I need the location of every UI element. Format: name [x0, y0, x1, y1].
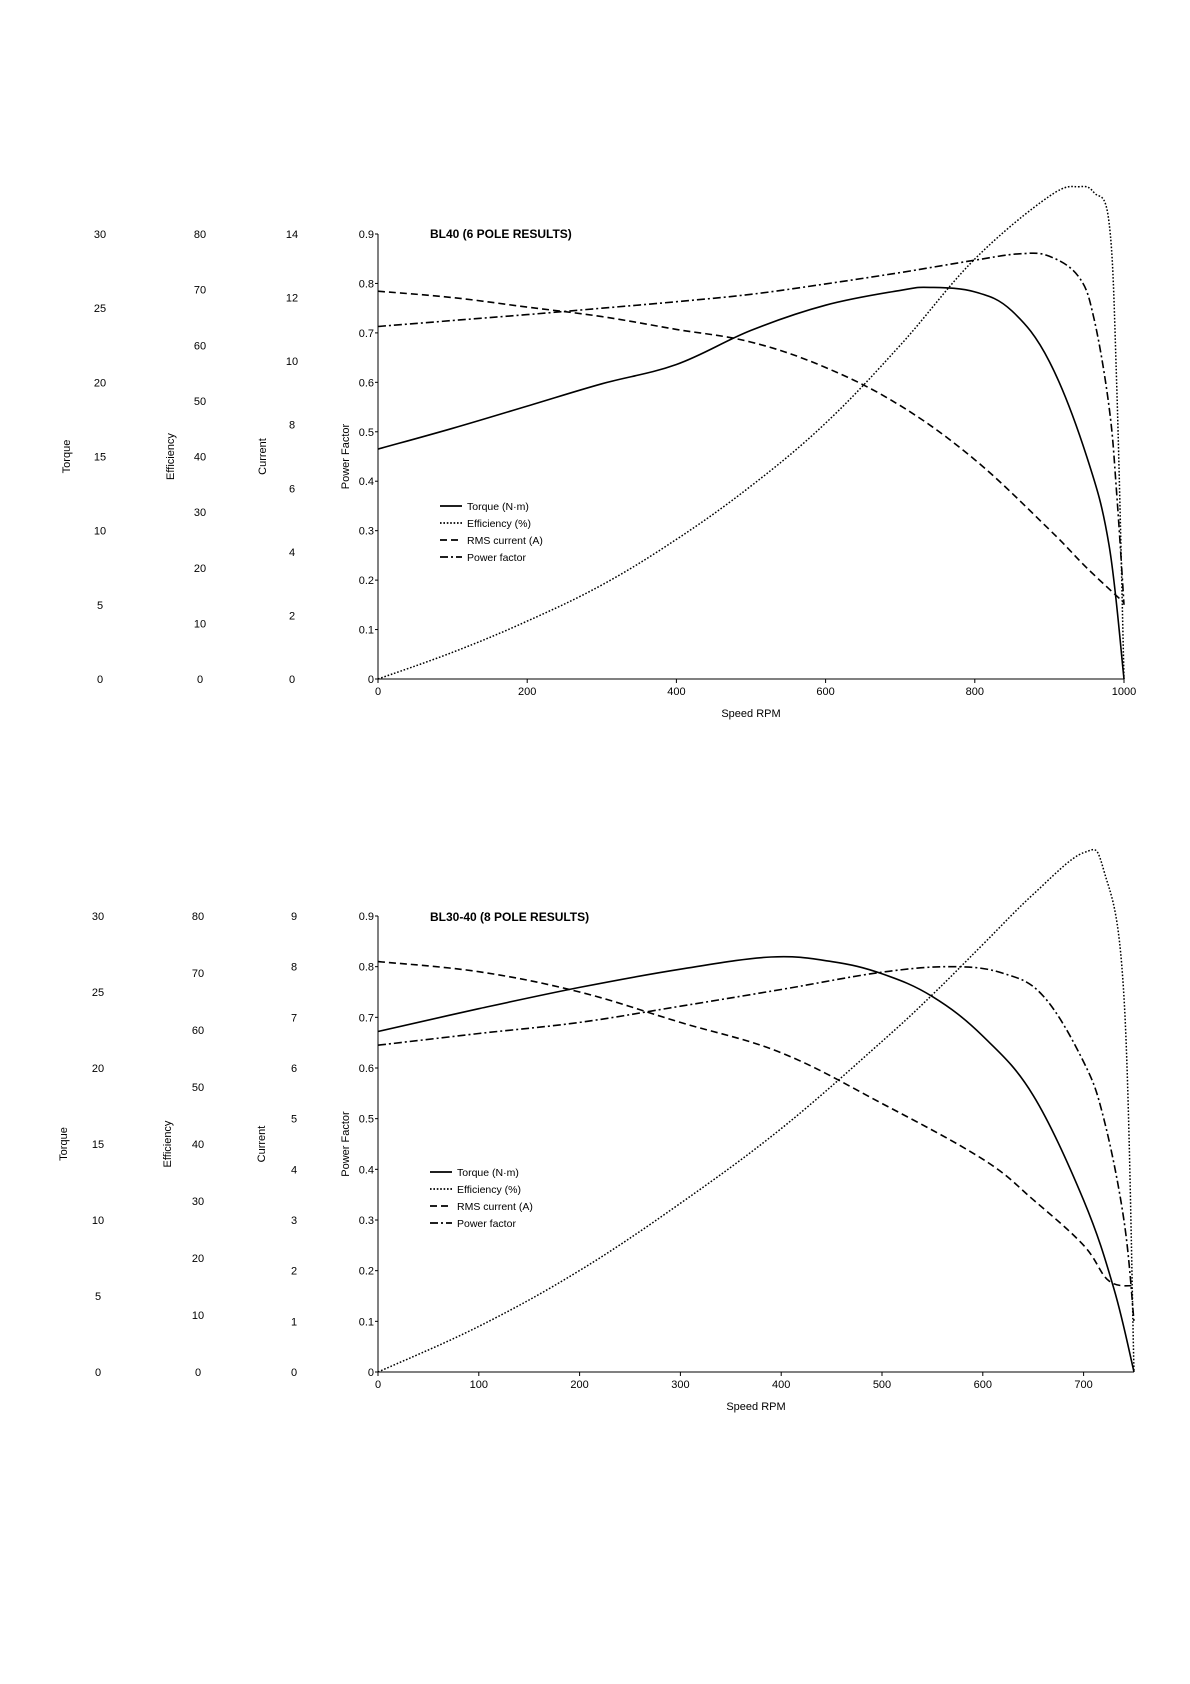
- legend: [440, 501, 543, 564]
- x-tick-label: 0: [374, 686, 382, 698]
- y-tick-label-current: 4: [288, 546, 296, 559]
- y-tick-label-efficiency: 30: [191, 1196, 205, 1208]
- legend-label-current: RMS current (A): [457, 1201, 533, 1213]
- y-tick-label-torque: 5: [94, 1291, 102, 1303]
- y-tick-label-efficiency: 10: [193, 618, 207, 631]
- y-tick-label-pf: 0.3: [358, 525, 374, 538]
- y-tick-label-torque: 10: [93, 525, 107, 538]
- x-axis-title: Speed RPM: [726, 1401, 786, 1413]
- y-axis-title-pf: Power Factor: [340, 423, 352, 490]
- x-tick-label: 600: [816, 686, 835, 698]
- y-tick-label-pf: 0.6: [358, 1063, 374, 1075]
- series-line-pf: [378, 967, 1134, 1322]
- y-tick-label-pf: 0.7: [358, 327, 374, 340]
- chart-bl40-6-pole: [61, 186, 1136, 720]
- y-tick-label-efficiency: 50: [193, 395, 207, 408]
- y-tick-label-current: 7: [290, 1012, 298, 1025]
- x-tick-label: 200: [570, 1379, 589, 1391]
- y-tick-label-current: 0: [288, 674, 296, 686]
- y-tick-label-pf: 0.2: [358, 1265, 374, 1278]
- y-tick-label-pf: 0.2: [358, 575, 374, 588]
- y-tick-label-torque: 0: [94, 1367, 102, 1379]
- y-tick-label-pf: 0.9: [358, 911, 374, 923]
- y-tick-label-current: 9: [290, 911, 298, 923]
- y-tick-label-current: 3: [290, 1215, 298, 1227]
- x-tick-label: 400: [667, 686, 686, 698]
- y-tick-label-pf: 0.5: [358, 1113, 374, 1126]
- legend-label-torque: Torque (N·m): [467, 501, 529, 513]
- series-line-torque: [378, 957, 1134, 1372]
- chart-title: BL40 (6 POLE RESULTS): [430, 227, 572, 241]
- legend-label-efficiency: Efficiency (%): [457, 1184, 521, 1196]
- legend-label-pf: Power factor: [457, 1218, 516, 1230]
- x-tick-label: 300: [671, 1379, 690, 1391]
- y-tick-label-pf: 0.6: [358, 377, 374, 390]
- y-tick-label-pf: 0: [367, 674, 374, 686]
- y-tick-label-torque: 20: [93, 377, 107, 390]
- y-tick-label-pf: 0.9: [358, 229, 374, 241]
- y-tick-label-current: 2: [288, 610, 296, 623]
- y-tick-label-current: 8: [288, 419, 296, 432]
- y-tick-label-efficiency: 30: [193, 507, 207, 520]
- x-tick-label: 600: [973, 1379, 992, 1391]
- chart-title: BL30-40 (8 POLE RESULTS): [430, 910, 590, 924]
- y-axis-title-pf: Power Factor: [340, 1111, 352, 1177]
- y-tick-label-current: 12: [285, 292, 299, 305]
- series-line-efficiency: [378, 850, 1134, 1372]
- y-tick-label-efficiency: 70: [193, 284, 207, 297]
- y-tick-label-efficiency: 20: [193, 562, 207, 575]
- y-tick-label-pf: 0: [367, 1367, 374, 1379]
- y-tick-label-pf: 0.1: [358, 1316, 374, 1329]
- y-tick-label-current: 4: [290, 1164, 298, 1177]
- y-tick-label-efficiency: 40: [191, 1139, 205, 1151]
- y-tick-label-current: 8: [290, 961, 298, 974]
- y-tick-label-efficiency: 40: [193, 451, 207, 464]
- y-tick-label-efficiency: 50: [191, 1082, 205, 1094]
- legend-label-current: RMS current (A): [467, 535, 543, 547]
- y-tick-label-torque: 15: [91, 1139, 105, 1151]
- y-tick-label-efficiency: 70: [191, 968, 205, 980]
- y-tick-label-torque: 10: [91, 1215, 105, 1227]
- y-tick-label-pf: 0.8: [358, 961, 374, 974]
- y-tick-label-efficiency: 60: [191, 1025, 205, 1037]
- y-axis-title-efficiency: Efficiency: [162, 1120, 174, 1168]
- y-tick-label-torque: 25: [93, 303, 107, 316]
- y-tick-label-torque: 25: [91, 987, 105, 999]
- y-tick-label-current: 1: [290, 1316, 298, 1329]
- y-tick-label-pf: 0.4: [358, 476, 374, 489]
- x-tick-label: 700: [1074, 1379, 1093, 1391]
- series-line-current: [378, 962, 1134, 1286]
- y-tick-label-current: 5: [290, 1113, 298, 1126]
- y-axis-title-torque: Torque: [61, 439, 73, 474]
- x-tick-label: 400: [772, 1379, 791, 1391]
- y-axis-title-current: Current: [256, 1125, 268, 1163]
- y-tick-label-current: 0: [290, 1367, 298, 1379]
- y-tick-label-torque: 0: [96, 674, 104, 686]
- x-axis-title: Speed RPM: [721, 708, 781, 720]
- x-tick-label: 0: [374, 1379, 382, 1391]
- y-tick-label-efficiency: 0: [194, 1367, 202, 1379]
- y-tick-label-efficiency: 80: [193, 229, 207, 241]
- y-tick-label-pf: 0.7: [358, 1012, 374, 1025]
- y-tick-label-torque: 20: [91, 1063, 105, 1075]
- y-tick-label-current: 14: [285, 229, 299, 241]
- legend-label-pf: Power factor: [467, 552, 526, 564]
- x-tick-label: 800: [965, 686, 984, 698]
- x-tick-label: 500: [872, 1379, 892, 1391]
- series-line-torque: [378, 287, 1124, 679]
- y-tick-label-torque: 30: [93, 229, 107, 241]
- x-tick-label: 200: [518, 686, 537, 698]
- chart-bl30-40-8-pole: [58, 850, 1134, 1413]
- y-axis-title-efficiency: Efficiency: [165, 433, 177, 480]
- y-tick-label-efficiency: 0: [196, 674, 204, 686]
- y-axis-title-current: Current: [257, 438, 269, 475]
- y-tick-label-pf: 0.4: [358, 1164, 374, 1177]
- y-tick-label-efficiency: 10: [191, 1310, 205, 1322]
- y-tick-label-pf: 0.8: [358, 278, 374, 291]
- y-tick-label-efficiency: 20: [191, 1253, 205, 1265]
- y-axis-title-torque: Torque: [58, 1127, 70, 1161]
- series-line-efficiency: [378, 186, 1124, 679]
- y-tick-label-torque: 30: [91, 911, 105, 923]
- y-tick-label-pf: 0.1: [358, 624, 374, 637]
- y-tick-label-current: 2: [290, 1265, 298, 1278]
- legend: [430, 1167, 533, 1230]
- y-tick-label-current: 6: [290, 1063, 298, 1075]
- y-tick-label-efficiency: 60: [193, 340, 207, 353]
- x-tick-label: 100: [469, 1379, 488, 1391]
- x-tick-label: 1000: [1111, 686, 1137, 698]
- y-tick-label-efficiency: 80: [191, 911, 205, 923]
- legend-label-torque: Torque (N·m): [457, 1167, 519, 1179]
- y-tick-label-pf: 0.5: [358, 426, 374, 439]
- y-tick-label-pf: 0.3: [358, 1215, 374, 1227]
- y-tick-label-current: 6: [288, 483, 296, 496]
- y-tick-label-torque: 15: [93, 451, 107, 464]
- y-tick-label-current: 10: [285, 356, 299, 369]
- legend-label-efficiency: Efficiency (%): [467, 518, 531, 530]
- y-tick-label-torque: 5: [96, 599, 104, 612]
